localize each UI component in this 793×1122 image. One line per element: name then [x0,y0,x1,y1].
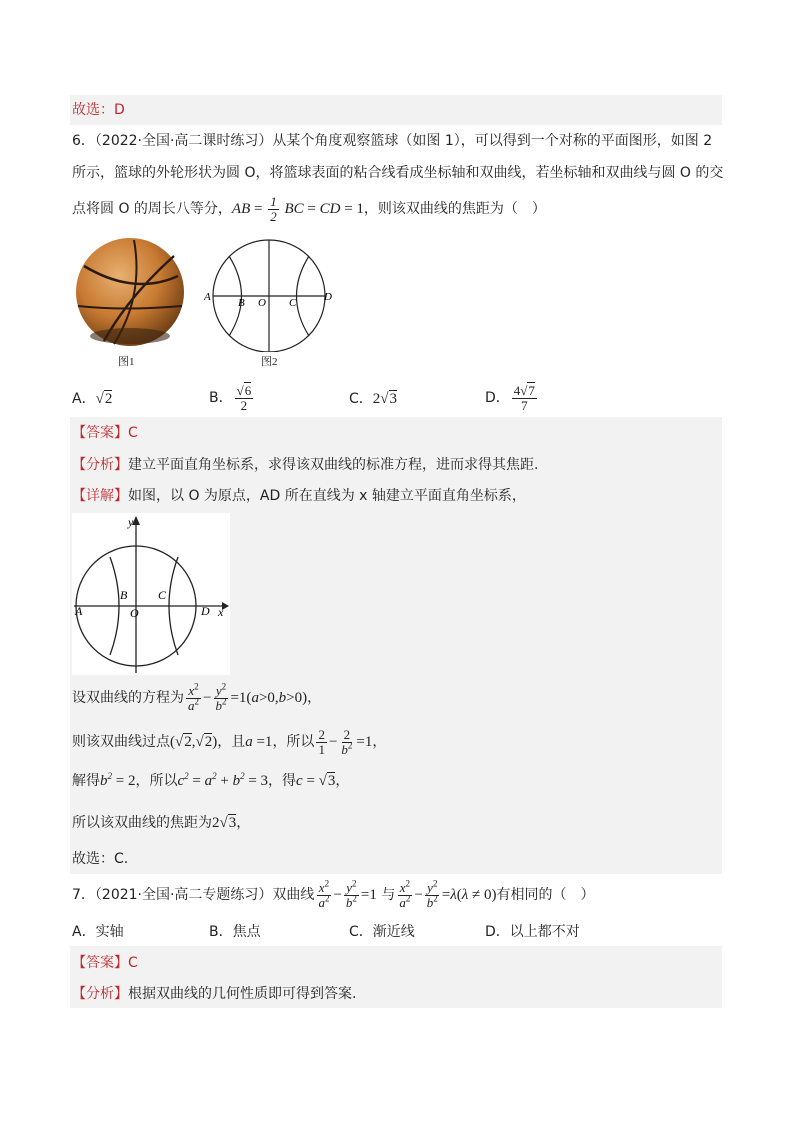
q6-option-c: C．2√3 [349,391,398,407]
fig3-label-d: D [201,604,210,618]
basketball-photo [74,236,186,348]
fig3-label-b: B [120,588,128,602]
fig3-label-a: A [75,604,83,618]
q6-step4: 所以该双曲线的焦距为2√3， [72,815,251,831]
q7-answer: 【答案】C [72,955,138,971]
prev-solution-block [70,95,722,125]
q7-stem: 7．（2021·全国·高二专题练习）双曲线 $\frac{x^2}{a^2}$ − $\frac{y^2}{b^2}$ =1 与 $\frac{x^2}{a^2}$ − $\frac{y^2}{b^2}$ =λ(λ ≠ 0)有相同的（ ） [72,878,595,910]
q6-step1: 设双曲线的方程为 $\frac{x^2}{a^2}$ − $\frac{y^2}{b^2}$ =1(a>0,b>0)， [72,681,322,713]
figure-3-diagram [72,513,230,675]
fig2-label-b: B [238,297,245,309]
fig2-caption: 图2 [261,356,278,368]
q6-detail: 【详解】如图，以 O 为原点，AD 所在直线为 x 轴建立平面直角坐标系， [72,488,526,504]
fig3-label-c: C [158,588,167,602]
fig2-label-d: D [324,291,332,303]
q7-option-a: A．实轴 [72,924,124,940]
q6-condition: AB = $\frac{1}{2}$ BC = CD = 1 [231,194,364,225]
q6-step3: 解得$b^2 = 2$，所以$c^2 = a^2 + b^2 = 3$，得c = √3， [72,771,350,789]
fig3-label-x: x [218,605,224,619]
fig3-label-y: y [128,515,134,529]
q6-step2: 则该双曲线过点(√2,√2)，且a =1，所以 $\frac{2}{1}$ − $\frac{2}{b^2}$ =1， [72,726,387,757]
q6-answer: 【答案】C [72,425,138,441]
prev-answer: 故选：D [72,102,125,118]
q6-stem-line1: 6．（2022·全国·高二课时练习）从某个角度观察篮球（如图 1），可以得到一个对称的平面图形，如图 2 [72,133,713,149]
q6-conclusion: 故选：C. [72,851,129,867]
q6-option-a: A．√2 [72,391,113,407]
fig3-label-o: O [130,606,139,620]
q7-option-d: D．以上都不对 [485,924,580,940]
fig2-label-c: C [289,297,297,309]
q6-stem-line2: 所示，篮球的外轮形状为圆 O，将篮球表面的粘合线看成坐标轴和双曲线，若坐标轴和双曲线与圆 O 的交 [72,165,724,181]
q7-option-b: B．焦点 [209,924,261,940]
q6-stem-line3: 点将圆 O 的周长八等分，AB = $\frac{1}{2}$ BC = CD = 1，则该双曲线的焦距为（ ） [72,194,546,225]
q6-option-d: D． $\frac{4√7}{7}$ [485,382,535,413]
q7-option-c: C．渐近线 [349,924,415,940]
q6-option-b: B． $\frac{√6}{2}$ [209,382,252,413]
fig2-label-o: O [258,297,266,309]
fig1-caption: 图1 [118,356,135,368]
figure-2-diagram [204,236,334,352]
q7-analysis: 【分析】根据双曲线的几何性质即可得到答案. [72,986,357,1002]
fig2-label-a: A [204,291,211,303]
q6-analysis: 【分析】建立平面直角坐标系，求得该双曲线的标准方程，进而求得其焦距. [72,457,539,473]
